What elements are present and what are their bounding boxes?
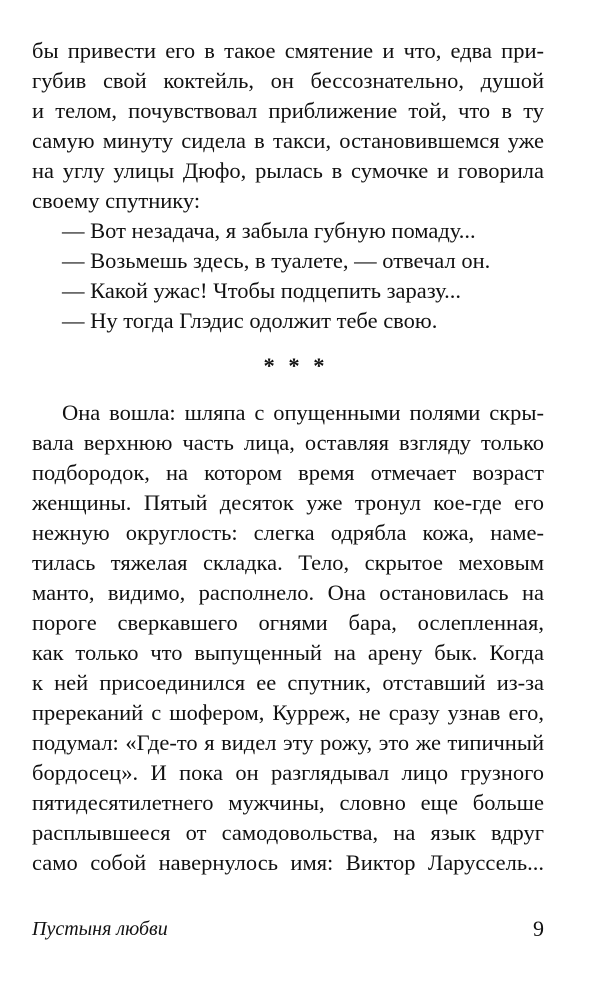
page-number: 9 — [533, 916, 544, 941]
text-line: расплывшееся от самодовольства, на язык вдруг — [32, 820, 544, 845]
text-line: и телом, почувствовал приближение той, что в ту — [32, 98, 544, 123]
text-line: Она вошла: шляпа с опущенными полями скры- — [62, 400, 544, 425]
text-line: подумал: «Где-то я видел эту рожу, это же типичный — [32, 730, 544, 755]
dialogue-line: — Ну тогда Глэдис одолжит тебе свою. — [62, 308, 438, 333]
text-line: к ней присоединился ее спутник, отставший из-за — [32, 670, 544, 695]
text-line: своему спутнику: — [32, 188, 201, 213]
text-line: вала верхнюю часть лица, оставляя взгляду только — [32, 430, 544, 455]
dialogue-line: — Вот незадача, я забыла губную помаду... — [62, 218, 476, 243]
text-line: пререканий с шофером, Курреж, не сразу узнав его, — [32, 700, 544, 725]
text-line: пятидесятилетнего мужчины, словно еще больше — [32, 790, 544, 815]
text-line: на углу улицы Дюфо, рылась в сумочке и говорила — [32, 158, 544, 183]
text-line: тилась тяжелая складка. Тело, скрытое меховым — [32, 550, 544, 575]
top-paragraph — [32, 36, 544, 336]
text-line: женщины. Пятый десяток уже тронул кое-где его — [32, 490, 544, 515]
text-line: бы привести его в такое смятение и что, едва при- — [32, 38, 544, 63]
text-line: само собой навернулось имя: Виктор Ларуссель... — [32, 850, 544, 875]
text-line: манто, видимо, располнело. Она остановилась на — [32, 580, 544, 605]
text-line: как только что выпущенный на арену бык. Когда — [32, 640, 544, 665]
running-footer-title: Пустыня любви — [32, 918, 168, 940]
section-separator: * * * — [263, 353, 329, 378]
text-line: самую минуту сидела в такси, остановившемся уже — [32, 128, 544, 153]
text-line: пороге сверкавшего огнями бара, ослепленная, — [32, 610, 544, 635]
text-line: бордосец». И пока он разглядывал лицо грузного — [32, 760, 544, 785]
text-line: губив свой коктейль, он бессознательно, душой — [32, 68, 544, 93]
dialogue-line: — Возьмешь здесь, в туалете, — отвечал он. — [62, 248, 491, 273]
text-line: подбородок, на котором время отмечает возраст — [32, 460, 544, 485]
text-line: нежную округлость: слегка одрябла кожа, наме- — [32, 520, 544, 545]
dialogue-line: — Какой ужас! Чтобы подцепить заразу... — [62, 278, 462, 303]
second-paragraph — [32, 398, 544, 878]
